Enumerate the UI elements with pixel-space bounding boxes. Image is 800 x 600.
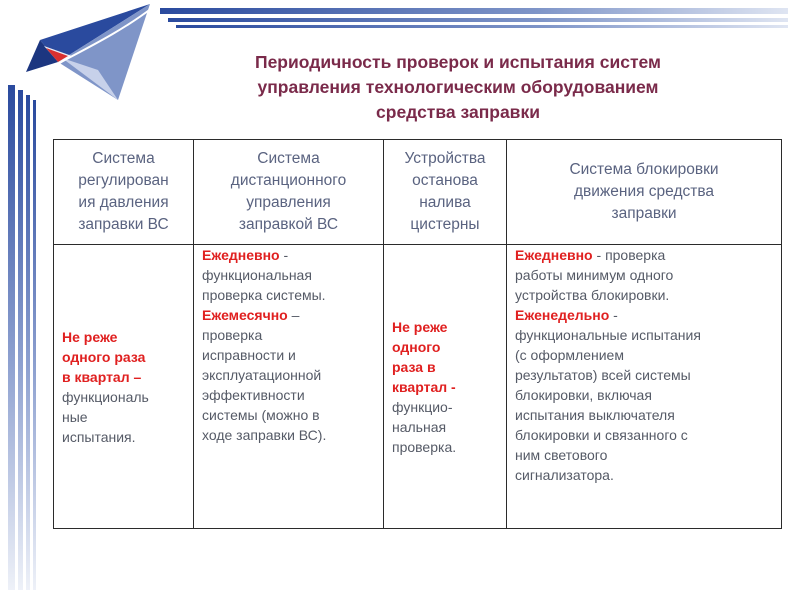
header-pressure-control: Система регулирован ия давления заправки ВС	[54, 140, 194, 245]
slide-title	[190, 50, 726, 125]
header-stripes	[160, 8, 788, 28]
cell-pressure-control: Не реже одного раза в квартал – функциональ ные испытания.	[54, 245, 194, 529]
header-movement-lock: Система блокировки движения средства заправки	[507, 140, 782, 245]
side-stripes	[8, 85, 36, 590]
header-tank-stop-devices: Устройства останова налива цистерны	[384, 140, 507, 245]
header-remote-control: Система дистанционного управления заправкой ВС	[194, 140, 384, 245]
cell-tank-stop-devices: Не реже одного раза в квартал - функцио- нальная проверка.	[384, 245, 507, 529]
title-line-3: средства заправки	[376, 102, 540, 122]
table-header-row	[54, 140, 782, 245]
cell-remote-control: Ежедневно - функциональная проверка системы. Ежемесячно – проверка исправности и эксплуатационной эффективности системы (можно в ходе заправки ВС).	[194, 245, 384, 529]
logo-plane-icon	[26, 4, 152, 100]
title-line-2: управления технологическим оборудованием	[257, 77, 659, 97]
title-line-1: Периодичность проверок и испытания систем	[255, 52, 661, 72]
cell-movement-lock: Ежедневно - проверка работы минимум одного устройства блокировки. Еженедельно - функциональные испытания (с оформлением результатов) всей системы блокировки, включая испытания выключателя блокировки и связанного с ним светового сигнализатора.	[507, 245, 782, 529]
inspection-table	[53, 139, 782, 529]
table-row	[54, 245, 782, 529]
